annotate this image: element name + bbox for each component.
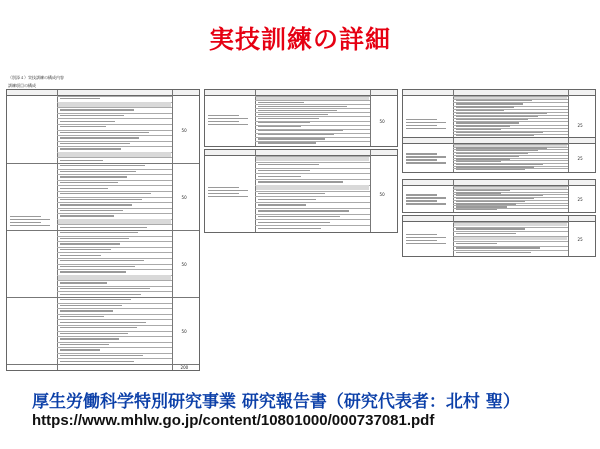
table-row <box>57 224 172 225</box>
row-text-line <box>258 102 304 103</box>
category-text-line <box>406 153 437 154</box>
table-row <box>57 241 172 242</box>
row-text-line <box>60 260 144 261</box>
table-divider <box>370 150 371 232</box>
row-text-line <box>258 138 325 139</box>
row-text-line <box>258 210 349 211</box>
row-text-line <box>258 130 343 131</box>
row-text-line <box>60 238 129 239</box>
report-url[interactable]: https://www.mhlw.go.jp/content/10801000/000737081.pdf <box>32 412 435 429</box>
category-text-line <box>406 200 437 201</box>
row-text-line <box>258 193 325 194</box>
row-text-line <box>60 333 128 334</box>
row-text-line <box>60 310 113 311</box>
row-text-line <box>456 247 540 248</box>
section-heading-row <box>58 219 171 224</box>
table-row <box>57 157 172 158</box>
row-text-line <box>60 338 119 339</box>
row-text-line <box>456 122 519 123</box>
score-value: 50 <box>181 194 187 200</box>
row-text-line <box>60 176 127 177</box>
row-text-line <box>456 209 497 210</box>
table-row <box>57 124 172 125</box>
row-text-line <box>456 233 516 234</box>
row-text-line <box>258 126 301 127</box>
category-text-line <box>10 219 50 220</box>
section-divider <box>7 163 199 164</box>
row-text-line <box>60 355 143 356</box>
total-score-value: 200 <box>180 365 189 370</box>
category-text-line <box>406 203 446 204</box>
table-row <box>57 308 172 309</box>
row-text-line <box>60 215 114 216</box>
row-text-line <box>456 113 547 114</box>
table-divider <box>568 216 569 256</box>
category-text-line <box>406 119 437 120</box>
row-text-line <box>456 110 504 111</box>
table-row <box>57 213 172 214</box>
row-text-line <box>258 118 319 119</box>
table-row <box>255 179 370 180</box>
category-text-line <box>208 193 239 194</box>
score-value: 50 <box>379 118 385 124</box>
section-heading-row <box>256 157 369 162</box>
category-text-line <box>406 240 437 241</box>
table-row <box>255 208 370 209</box>
table-row <box>57 358 172 359</box>
row-text-line <box>456 116 538 117</box>
row-text-line <box>60 327 137 328</box>
row-text-line <box>258 228 321 229</box>
category-text-line <box>208 190 248 191</box>
table-row <box>255 214 370 215</box>
table-row <box>57 314 172 315</box>
row-text-line <box>60 249 111 250</box>
report-citation: 厚生労働科学特別研究事業 研究報告書（研究代表者：北村 聖） <box>32 392 520 412</box>
row-text-line <box>258 199 316 200</box>
row-text-line <box>60 171 136 172</box>
section-heading-row <box>256 185 369 190</box>
training-table-3 <box>204 149 398 233</box>
row-text-line <box>60 288 150 289</box>
row-text-line <box>456 129 501 130</box>
section-heading-row <box>58 102 171 107</box>
score-value: 50 <box>181 261 187 267</box>
row-text-line <box>258 204 306 205</box>
training-table-1 <box>6 89 200 371</box>
row-text-line <box>60 282 107 283</box>
section-divider <box>7 230 199 231</box>
category-text-line <box>406 162 446 163</box>
table-row <box>57 236 172 237</box>
table-row <box>57 135 172 136</box>
category-text-line <box>208 118 248 119</box>
table-row <box>57 180 172 181</box>
table-row <box>57 141 172 142</box>
row-text-line <box>60 316 104 317</box>
row-text-line <box>60 182 118 183</box>
row-text-line <box>60 255 101 256</box>
row-text-line <box>60 227 148 228</box>
row-text-line <box>60 199 142 200</box>
row-text-line <box>60 137 139 138</box>
row-text-line <box>456 100 532 101</box>
training-table-6 <box>402 179 596 213</box>
table-row <box>57 336 172 337</box>
row-text-line <box>60 165 145 166</box>
document-subcaption: 訓練項目の構成 <box>8 83 36 88</box>
table-row <box>255 225 370 226</box>
row-text-line <box>258 181 343 182</box>
row-text-line <box>456 228 525 229</box>
row-text-line <box>258 216 340 217</box>
table-row <box>57 174 172 175</box>
table-row <box>57 208 172 209</box>
row-text-line <box>60 266 135 267</box>
table-divider <box>568 138 569 172</box>
score-value: 25 <box>577 236 583 242</box>
row-text-line <box>258 222 331 223</box>
score-value: 50 <box>181 328 187 334</box>
table-row <box>57 113 172 114</box>
category-text-line <box>208 124 248 125</box>
row-text-line <box>456 169 525 170</box>
table-row <box>57 286 172 287</box>
section-heading-row <box>58 275 171 280</box>
row-text-line <box>60 210 123 211</box>
row-text-line <box>60 126 106 127</box>
table-row <box>255 191 370 192</box>
row-text-line <box>60 349 100 350</box>
row-text-line <box>60 232 138 233</box>
row-text-line <box>258 110 337 111</box>
table-row <box>255 173 370 174</box>
score-value: 25 <box>577 155 583 161</box>
table-row <box>57 169 172 170</box>
table-row <box>57 342 172 343</box>
row-text-line <box>60 294 141 295</box>
category-text-line <box>10 225 50 226</box>
row-text-line <box>258 176 301 177</box>
category-text-line <box>406 243 446 244</box>
row-text-line <box>456 243 497 244</box>
table-row <box>57 347 172 348</box>
score-value: 25 <box>577 122 583 128</box>
category-text-line <box>406 125 437 126</box>
table-row <box>57 325 172 326</box>
table-row <box>57 303 172 304</box>
category-text-line <box>10 222 41 223</box>
category-text-line <box>208 115 239 116</box>
category-text-line <box>406 159 437 160</box>
table-row <box>57 269 172 270</box>
table-row <box>57 118 172 119</box>
table-row <box>57 331 172 332</box>
row-text-line <box>258 170 310 171</box>
table-row <box>57 146 172 147</box>
row-text-line <box>258 164 319 165</box>
row-text-line <box>258 114 328 115</box>
score-value: 25 <box>577 196 583 202</box>
row-text-line <box>60 109 134 110</box>
table-row <box>57 353 172 354</box>
category-text-line <box>10 216 41 217</box>
row-text-line <box>60 148 121 149</box>
table-row <box>57 96 172 97</box>
row-text-line <box>60 188 108 189</box>
category-text-line <box>406 197 446 198</box>
category-text-line <box>406 128 446 129</box>
row-text-line <box>456 252 531 253</box>
document-thumbnail <box>4 75 596 375</box>
category-text-line <box>208 196 248 197</box>
row-text-line <box>258 142 316 143</box>
row-text-line <box>456 106 514 107</box>
training-table-7 <box>402 215 596 257</box>
table-row <box>57 202 172 203</box>
table-row <box>255 162 370 163</box>
row-text-line <box>60 121 115 122</box>
slide-title: 実技訓練の詳細 <box>208 25 391 54</box>
row-text-line <box>60 160 103 161</box>
table-row <box>57 252 172 253</box>
table-row <box>57 185 172 186</box>
table-row <box>57 130 172 131</box>
table-row <box>57 107 172 108</box>
row-text-line <box>60 243 120 244</box>
row-text-line <box>60 271 126 272</box>
table-divider <box>370 90 371 146</box>
category-text-line <box>208 121 239 122</box>
score-value: 50 <box>379 191 385 197</box>
table-divider <box>453 180 454 212</box>
row-text-line <box>60 344 110 345</box>
row-text-line <box>456 132 544 133</box>
row-text-line <box>60 132 149 133</box>
table-row <box>57 191 172 192</box>
row-text-line <box>456 103 523 104</box>
table-row <box>57 258 172 259</box>
category-text-line <box>406 234 437 235</box>
table-row <box>57 264 172 265</box>
table-row <box>57 197 172 198</box>
section-divider <box>7 297 199 298</box>
total-divider <box>7 364 199 365</box>
table-row <box>57 280 172 281</box>
table-row <box>255 168 370 169</box>
category-text-line <box>208 187 239 188</box>
training-table-2 <box>204 89 398 147</box>
row-text-line <box>258 134 334 135</box>
table-row <box>255 219 370 220</box>
table-row <box>57 319 172 320</box>
row-text-line <box>60 299 131 300</box>
row-text-line <box>60 143 130 144</box>
row-text-line <box>60 98 100 99</box>
table-row <box>255 202 370 203</box>
row-text-line <box>456 125 510 126</box>
category-text-line <box>406 122 446 123</box>
table-row <box>57 291 172 292</box>
row-text-line <box>60 115 125 116</box>
row-text-line <box>60 204 133 205</box>
category-text-line <box>406 194 437 195</box>
row-text-line <box>60 193 151 194</box>
document-caption: （別添４）実技訓練の構成内容 <box>8 75 64 80</box>
table-divider <box>568 180 569 212</box>
row-text-line <box>258 122 310 123</box>
category-text-line <box>406 237 446 238</box>
table-row <box>255 196 370 197</box>
table-row <box>57 247 172 248</box>
section-heading-row <box>58 152 171 157</box>
training-table-5 <box>402 137 596 173</box>
category-text-line <box>406 156 446 157</box>
row-text-line <box>60 322 146 323</box>
row-text-line <box>60 361 134 362</box>
score-value: 50 <box>181 127 187 133</box>
row-text-line <box>258 106 347 107</box>
row-text-line <box>60 305 122 306</box>
row-text-line <box>456 119 529 120</box>
